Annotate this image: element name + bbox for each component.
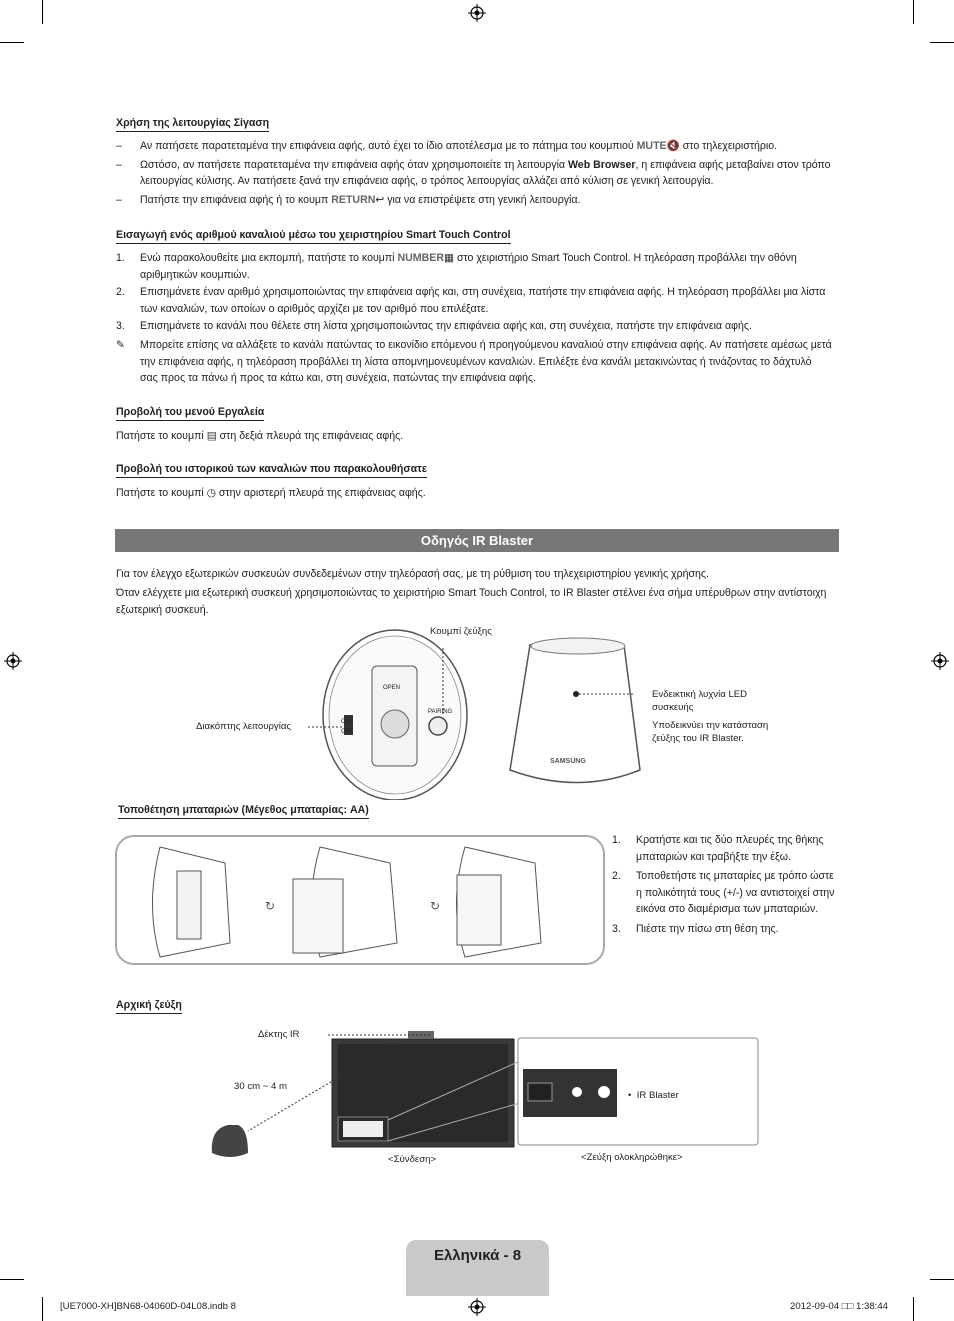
registration-mark-icon (4, 652, 22, 670)
led-label: Ενδεικτική λυχνία LED συσκευής (652, 689, 748, 713)
svg-text:↻: ↻ (430, 899, 441, 913)
list-item: 1. Ενώ παρακολουθείτε μια εκπομπή, πατήστε το κουμπί NUMBER▦ στο χειριστήριο Smart Touch Control. Η τηλεόραση προβάλλει την οθόνη αριθμητικών κουμπιών. (116, 252, 797, 281)
note-pencil-icon: ✎ (116, 338, 125, 351)
list-item: 2. Επισημάνετε έναν αριθμό χρησιμοποιώντας την επιφάνεια αφής και, στη συνέχεια, πατήστε την επιφάνεια αφής. Η τηλεόραση προβάλλει μια λίστα των καναλιών, των οποίων ο αριθμός αρχίζει με τον αριθμό που επιλέξατε. (116, 286, 826, 315)
list-item: 3. Πιέστε την πίσω στη θέση της. (612, 922, 779, 935)
channel-list (116, 250, 832, 387)
list-item: – Ωστόσο, αν πατήσετε παρατεταμένα την επιφάνεια αφής όταν χρησιμοποιείτε τη λειτουργία Web Browser, η επιφάνεια αφής μεταβαίνει στον τρόπο λειτουργίας κύλισης. Αν πατήσετε ξανά την επιφάνεια αφής, ο τρόπος λειτουργίας αλλάζει από κύλιση σε γενική λειτουργία. (116, 158, 831, 188)
section-heading-channel-number: Εισαγωγή ενός αριθμού καναλιού μέσω του χειριστηρίου Smart Touch Control (116, 229, 511, 244)
tools-icon: ▤ (206, 430, 217, 442)
distance-label: 30 cm ~ 4 m (234, 1081, 288, 1092)
ir-blaster-bullet: • IR Blaster (628, 1090, 679, 1101)
power-switch-label: Διακόπτης λειτουργίας (196, 721, 291, 732)
ir-receiver-label: Δέκτης IR (258, 1029, 300, 1040)
list-item: – Αν πατήσετε παρατεταμένα την επιφάνεια αφής, αυτό έχει το ίδιο αποτέλεσμα με το πάτημα του κουμπιού MUTE🔇 στο τηλεχειριστήριο. (116, 140, 778, 152)
tools-text: Πατήστε το κουμπί ▤ στη δεξιά πλευρά της επιφάνειας αφής. (116, 430, 404, 442)
section-heading-tools: Προβολή του μενού Εργαλεία (116, 406, 264, 421)
mute-icon: 🔇 (666, 140, 680, 152)
page-number: Ελληνικά - 8 (433, 1247, 522, 1264)
ir-paragraph-1: Για τον έλεγχο εξωτερικών συσκευών συνδεδεμένων στην τηλεόρασή σας, με τη ρύθμιση του τηλεχειριστηρίου γενικής χρήσης. (116, 568, 709, 580)
battery-insertion-illustration (115, 835, 605, 965)
list-item: 1. Κρατήστε και τις δύο πλευρές της θήκης μπαταριών και τραβήξτε την έξω. (612, 834, 824, 863)
pairing-text-label: PAIRING (428, 709, 453, 715)
list-item: 2. Τοποθετήστε τις μπαταρίες με τρόπο ώστε η πολικότητά τους (+/-) να αντιστοιχεί στην εικόνα στο διαμέρισμα των μπαταριών. (612, 870, 835, 916)
file-info: [UE7000-XH]BN68-04060D-04L08.indb 8 (60, 1301, 236, 1312)
registration-mark-icon (931, 652, 949, 670)
print-date: 2012-09-04 □□ 1:38:44 (790, 1301, 889, 1312)
section-heading-initial-pairing: Αρχική ζεύξη (116, 999, 182, 1014)
svg-text:↻: ↻ (265, 899, 276, 913)
section-heading-mute: Χρήση της λειτουργίας Σίγαση (116, 117, 269, 132)
samsung-logo: SAMSUNG (550, 758, 586, 765)
registration-mark-icon (468, 4, 486, 22)
registration-mark-icon (468, 1298, 486, 1316)
led-description: Υποδεικνύει την κατάσταση ζεύξης του IR Blaster. (652, 720, 769, 744)
battery-steps (612, 832, 840, 938)
history-icon: ◷ (206, 487, 216, 499)
section-title-ir-blaster: Οδηγός IR Blaster (115, 529, 839, 552)
connect-label: <Σύνδεση> (388, 1154, 437, 1165)
pairing-button-label: Κουμπί ζεύξης (430, 626, 492, 637)
pairing-done-label: <Ζεύξη ολοκληρώθηκε> (581, 1152, 683, 1163)
return-icon: ↩ (375, 193, 385, 206)
on-label: ON (341, 719, 350, 725)
number-grid-icon: ▦ (443, 252, 454, 264)
ir-paragraph-2: Όταν ελέγχετε μια εξωτερική συσκευή χρησιμοποιώντας το χειριστήριο Smart Touch Control, το IR Blaster στέλνει ένα σήμα υπέρυθρων στην αντίστοιχη εξωτερική συσκευή. (116, 587, 827, 616)
section-heading-battery: Τοποθέτηση μπαταριών (Μέγεθος μπαταρίας: AA) (118, 804, 369, 819)
open-label: OPEN (383, 685, 401, 691)
note-item: ✎ Μπορείτε επίσης να αλλάξετε το κανάλι πατώντας το εικονίδιο επόμενου ή προηγούμενου καναλιού στην επιφάνεια αφής. Αν πατήσετε αμέσως μετά την επιφάνεια αφής, η τηλεόραση προβάλλει τη λίστα απομνημονευμένων καναλιών. Επιλέξτε ένα κανάλι μετακινώντας ή τινάζοντας το δάχτυλό σας προς τα πάνω ή προς τα κάτω και, στη συνέχεια, πατώντας την επιφάνεια αφής. (116, 338, 832, 385)
history-text: Πατήστε το κουμπί ◷ στην αριστερή πλευρά της επιφάνειας αφής. (116, 487, 426, 499)
off-label: OFF (341, 729, 353, 735)
section-heading-history: Προβολή του ιστορικού των καναλιών που παρακολουθήσατε (116, 463, 427, 478)
mute-list (116, 138, 832, 208)
list-item: – Πατήστε την επιφάνεια αφής ή το κουμπ RETURN↩ για να επιστρέψετε στη γενική λειτουργία. (116, 193, 581, 206)
list-item: 3. Επισημάνετε το κανάλι που θέλετε στη λίστα χρησιμοποιώντας την επιφάνεια αφής και, στη συνέχεια, πατήστε την επιφάνεια αφής. (116, 320, 752, 333)
